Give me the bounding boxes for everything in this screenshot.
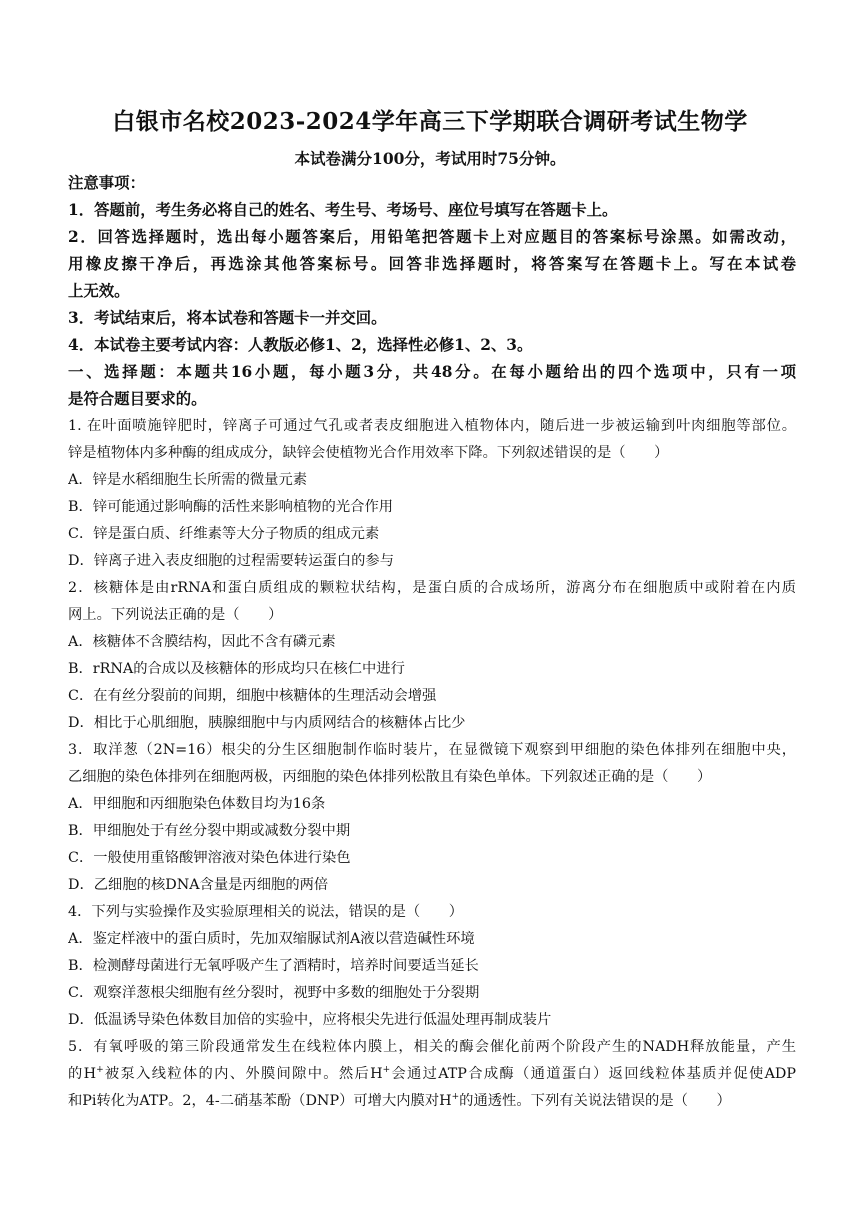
q2-option-a: A．核糖体不含膜结构，因此不含有磷元素 — [68, 634, 336, 650]
q5-stem-line-2 — [68, 1061, 796, 1088]
q3-option-b: B．甲细胞处于有丝分裂中期或减数分裂中期 — [68, 823, 351, 839]
q3-option-a: A．甲细胞和丙细胞染色体数目均为16条 — [68, 796, 326, 812]
superscript-plus: + — [96, 1065, 104, 1076]
exam-info: 本试卷满分100分，考试用时75分钟。 — [294, 149, 566, 168]
note-2-line-3: 上无效。 — [68, 282, 130, 300]
q2-option-c: C．在有丝分裂前的间期，细胞中核糖体的生理活动会增强 — [68, 688, 437, 704]
q2-stem-line-2: 网上。下列说法正确的是（ ） — [68, 607, 283, 623]
q1-option-c: C．锌是蛋白质、纤维素等大分子物质的组成元素 — [68, 526, 380, 542]
q2-option-b: B．rRNA的合成以及核糖体的形成均只在核仁中进行 — [68, 661, 405, 677]
section-heading-line-2: 是符合题目要求的。 — [68, 390, 207, 408]
q3-stem-line-2: 乙细胞的染色体排列在细胞两极，丙细胞的染色体排列松散且有染色单体。下列叙述正确的是（ ） — [68, 769, 712, 785]
q5-text-seg-2: 被泵入线粒体的内、外膜间隙中。然后H — [103, 1066, 383, 1082]
note-1: 1．答题前，考生务必将自己的姓名、考生号、考场号、座位号填写在答题卡上。 — [68, 201, 618, 219]
note-2-line-2: 用橡皮擦干净后，再选涂其他答案标号。回答非选择题时，将答案写在答题卡上。写在本试卷 — [68, 255, 796, 273]
q3-option-c: C．一般使用重铬酸钾溶液对染色体进行染色 — [68, 850, 351, 866]
q4-option-b: B．检测酵母菌进行无氧呼吸产生了酒精时，培养时间要适当延长 — [68, 958, 479, 974]
page-title: 白银市名校2023-2024学年高三下学期联合调研考试生物学 — [112, 108, 748, 135]
q3-stem-line-1: 3．取洋葱（2N=16）根尖的分生区细胞制作临时装片，在显微镜下观察到甲细胞的染色体排列在细胞中央， — [68, 742, 796, 758]
note-4: 4．本试卷主要考试内容：人教版必修1、2，选择性必修1、2、3。 — [68, 336, 533, 354]
q5-text-seg-4: 和Pi转化为ATP。2，4-二硝基苯酚（DNP）可增大内膜对H — [68, 1093, 452, 1109]
exam-body — [68, 170, 796, 1115]
q2-stem-line-1: 2．核糖体是由rRNA和蛋白质组成的颗粒状结构，是蛋白质的合成场所，游离分布在细胞质中或附着在内质 — [68, 580, 796, 596]
note-2-line-1: 2．回答选择题时，选出每小题答案后，用铅笔把答题卡上对应题目的答案标号涂黑。如需改动， — [68, 228, 796, 246]
q4-stem: 4．下列与实验操作及实验原理相关的说法，错误的是（ ） — [68, 904, 464, 920]
superscript-plus: + — [382, 1065, 391, 1076]
section-heading-line-1: 一、选择题：本题共16小题，每小题3分，共48分。在每小题给出的四个选项中，只有一项 — [68, 363, 796, 381]
q5-stem-line-3 — [68, 1088, 796, 1115]
q5-stem-line-1: 5．有氧呼吸的第三阶段通常发生在线粒体内膜上，相关的酶会催化前两个阶段产生的NADH释放能量，产生 — [68, 1039, 796, 1055]
q1-option-b: B．锌可能通过影响酶的活性来影响植物的光合作用 — [68, 499, 394, 515]
q4-option-d: D．低温诱导染色体数目加倍的实验中，应将根尖先进行低温处理再制成装片 — [68, 1012, 552, 1028]
q1-stem-line-2: 锌是植物体内多种酶的组成成分，缺锌会使植物光合作用效率下降。下列叙述错误的是（ ） — [68, 445, 669, 461]
q1-option-a: A．锌是水稻细胞生长所需的微量元素 — [68, 472, 308, 488]
q5-text-seg-5: 的通透性。下列有关说法错误的是（ ） — [459, 1093, 731, 1109]
q5-text-seg-1: 的H — [68, 1066, 97, 1082]
q4-option-a: A．鉴定样液中的蛋白质时，先加双缩脲试剂A液以营造碱性环境 — [68, 931, 475, 947]
note-3: 3．考试结束后，将本试卷和答题卡一并交回。 — [68, 309, 387, 327]
q3-option-d: D．乙细胞的核DNA含量是丙细胞的两倍 — [68, 877, 329, 893]
q1-stem-line-1: 1. 在叶面喷施锌肥时，锌离子可通过气孔或者表皮细胞进入植物体内，随后进一步被运输到叶肉细胞等部位。 — [68, 418, 796, 434]
q1-option-d: D．锌离子进入表皮细胞的过程需要转运蛋白的参与 — [68, 553, 394, 569]
q2-option-d: D．相比于心肌细胞，胰腺细胞中与内质网结合的核糖体占比少 — [68, 715, 466, 731]
q5-text-seg-3: 会通过ATP合成酶（通道蛋白）返回线粒体基质并促使ADP — [390, 1066, 796, 1082]
q4-option-c: C．观察洋葱根尖细胞有丝分裂时，视野中多数的细胞处于分裂期 — [68, 985, 480, 1001]
notes-heading: 注意事项： — [68, 174, 145, 192]
superscript-plus: + — [451, 1092, 460, 1103]
